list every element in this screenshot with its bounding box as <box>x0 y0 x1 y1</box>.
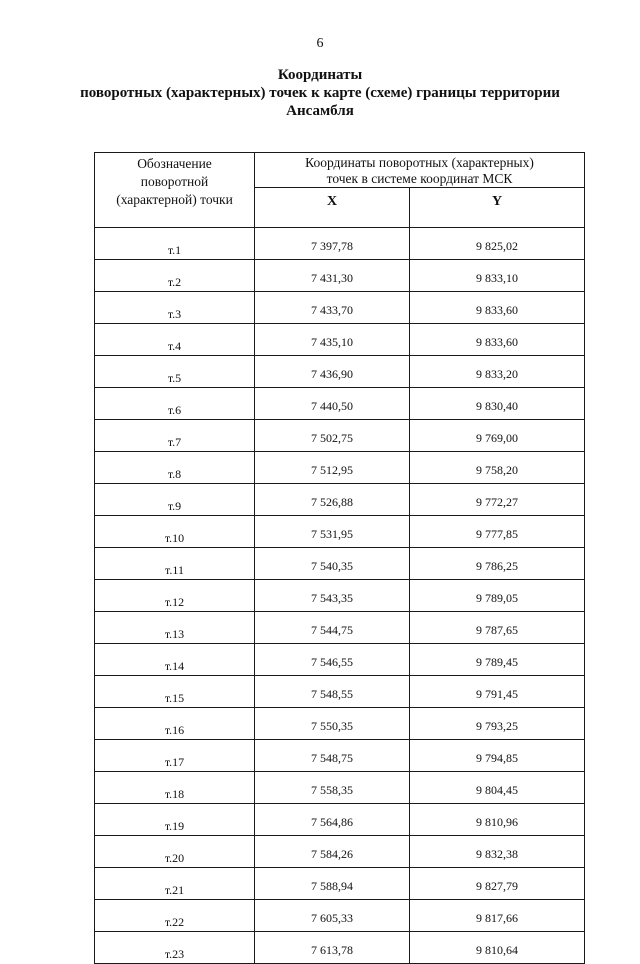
title-line-3: Ансамбля <box>286 103 354 119</box>
y-coordinate: 9 833,60 <box>410 324 585 356</box>
table-row <box>95 548 585 580</box>
y-coordinate: 9 810,96 <box>410 804 585 836</box>
table-row <box>95 324 585 356</box>
header-point-designation <box>95 153 255 228</box>
header-x: X <box>255 188 410 216</box>
table-row <box>95 772 585 804</box>
y-coordinate: 9 758,20 <box>410 452 585 484</box>
x-coordinate: 7 613,78 <box>255 932 410 964</box>
table-row <box>95 228 585 260</box>
point-label: т.7 <box>95 420 255 452</box>
y-coordinate: 9 833,20 <box>410 356 585 388</box>
x-coordinate: 7 605,33 <box>255 900 410 932</box>
x-coordinate: 7 512,95 <box>255 452 410 484</box>
table-row <box>95 644 585 676</box>
point-label: т.16 <box>95 708 255 740</box>
header-spacer-y <box>410 215 585 228</box>
x-coordinate: 7 564,86 <box>255 804 410 836</box>
point-label: т.17 <box>95 740 255 772</box>
x-coordinate: 7 431,30 <box>255 260 410 292</box>
y-coordinate: 9 810,64 <box>410 932 585 964</box>
x-coordinate: 7 433,70 <box>255 292 410 324</box>
y-coordinate: 9 827,79 <box>410 868 585 900</box>
y-coordinate: 9 804,45 <box>410 772 585 804</box>
x-coordinate: 7 543,35 <box>255 580 410 612</box>
point-label: т.1 <box>95 228 255 260</box>
x-coordinate: 7 548,75 <box>255 740 410 772</box>
y-coordinate: 9 832,38 <box>410 836 585 868</box>
y-coordinate: 9 789,45 <box>410 644 585 676</box>
x-coordinate: 7 550,35 <box>255 708 410 740</box>
y-coordinate: 9 825,02 <box>410 228 585 260</box>
point-label: т.12 <box>95 580 255 612</box>
point-label: т.6 <box>95 388 255 420</box>
x-coordinate: 7 440,50 <box>255 388 410 420</box>
x-coordinate: 7 548,55 <box>255 676 410 708</box>
table-row <box>95 580 585 612</box>
point-label: т.15 <box>95 676 255 708</box>
x-coordinate: 7 526,88 <box>255 484 410 516</box>
point-label: т.8 <box>95 452 255 484</box>
point-label: т.9 <box>95 484 255 516</box>
y-coordinate: 9 830,40 <box>410 388 585 420</box>
x-coordinate: 7 502,75 <box>255 420 410 452</box>
table-row <box>95 452 585 484</box>
header-y: Y <box>410 188 585 216</box>
header-point-line-3: (характерной) точки <box>116 192 233 207</box>
y-coordinate: 9 772,27 <box>410 484 585 516</box>
x-coordinate: 7 588,94 <box>255 868 410 900</box>
point-label: т.13 <box>95 612 255 644</box>
header-coords-line-2: точек в системе координат МСК <box>326 171 513 186</box>
point-label: т.2 <box>95 260 255 292</box>
table-row <box>95 708 585 740</box>
table-row <box>95 612 585 644</box>
x-coordinate: 7 558,35 <box>255 772 410 804</box>
x-coordinate: 7 531,95 <box>255 516 410 548</box>
x-coordinate: 7 540,35 <box>255 548 410 580</box>
header-coords-line-1: Координаты поворотных (характерных) <box>305 155 534 170</box>
point-label: т.20 <box>95 836 255 868</box>
y-coordinate: 9 786,25 <box>410 548 585 580</box>
x-coordinate: 7 397,78 <box>255 228 410 260</box>
x-coordinate: 7 584,26 <box>255 836 410 868</box>
header-point-line-1: Обозначение <box>137 156 212 171</box>
y-coordinate: 9 833,10 <box>410 260 585 292</box>
point-label: т.10 <box>95 516 255 548</box>
y-coordinate: 9 833,60 <box>410 292 585 324</box>
y-coordinate: 9 769,00 <box>410 420 585 452</box>
y-coordinate: 9 791,45 <box>410 676 585 708</box>
point-label: т.23 <box>95 932 255 964</box>
table-row <box>95 676 585 708</box>
point-label: т.21 <box>95 868 255 900</box>
table-row <box>95 356 585 388</box>
point-label: т.4 <box>95 324 255 356</box>
y-coordinate: 9 789,05 <box>410 580 585 612</box>
table-row <box>95 900 585 932</box>
table-row <box>95 804 585 836</box>
point-label: т.11 <box>95 548 255 580</box>
header-point-line-2: поворотной <box>140 174 209 189</box>
point-label: т.5 <box>95 356 255 388</box>
table-row <box>95 388 585 420</box>
x-coordinate: 7 436,90 <box>255 356 410 388</box>
x-coordinate: 7 546,55 <box>255 644 410 676</box>
y-coordinate: 9 793,25 <box>410 708 585 740</box>
point-label: т.19 <box>95 804 255 836</box>
x-coordinate: 7 544,75 <box>255 612 410 644</box>
table-row <box>95 516 585 548</box>
table-row <box>95 740 585 772</box>
title-line-2: поворотных (характерных) точек к карте (схеме) границы территории <box>80 85 560 101</box>
page-number: 6 <box>316 36 324 51</box>
table-row <box>95 420 585 452</box>
y-coordinate: 9 794,85 <box>410 740 585 772</box>
y-coordinate: 9 817,66 <box>410 900 585 932</box>
y-coordinate: 9 777,85 <box>410 516 585 548</box>
table-row <box>95 868 585 900</box>
document-title <box>0 66 640 120</box>
point-label: т.18 <box>95 772 255 804</box>
point-label: т.14 <box>95 644 255 676</box>
header-spacer-x <box>255 215 410 228</box>
x-coordinate: 7 435,10 <box>255 324 410 356</box>
y-coordinate: 9 787,65 <box>410 612 585 644</box>
table-row <box>95 836 585 868</box>
table-row <box>95 260 585 292</box>
table-row <box>95 484 585 516</box>
title-line-1: Координаты <box>277 67 363 83</box>
table-row <box>95 292 585 324</box>
table-body <box>95 228 585 964</box>
point-label: т.22 <box>95 900 255 932</box>
point-label: т.3 <box>95 292 255 324</box>
header-coordinates <box>255 153 585 188</box>
table-row <box>95 932 585 964</box>
coordinates-table <box>94 152 585 964</box>
